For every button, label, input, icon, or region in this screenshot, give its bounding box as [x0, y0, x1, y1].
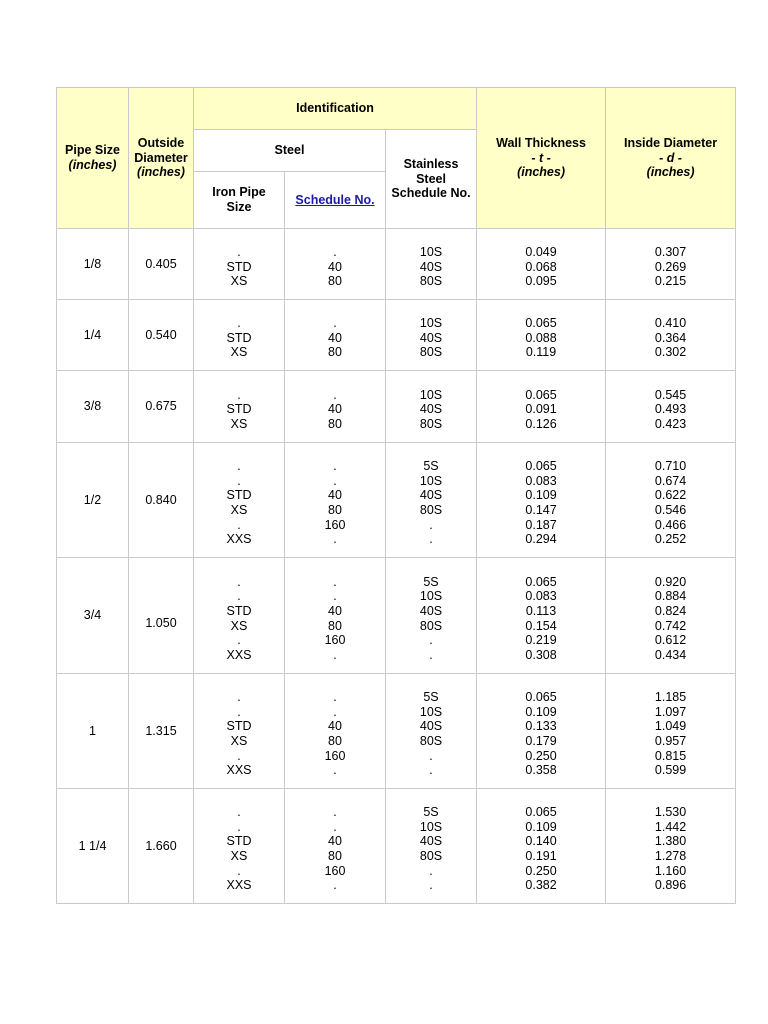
cell-value: XXS	[226, 532, 252, 547]
cell-value: 160	[324, 748, 346, 763]
cell-value: 40S	[419, 259, 443, 274]
stainless-schedule-cell	[386, 674, 477, 789]
cell-value: XS	[230, 503, 248, 517]
cell-value: 80S	[419, 849, 443, 863]
table-header	[57, 88, 736, 229]
cell-value: .	[333, 459, 337, 474]
cell-value: .	[333, 805, 337, 820]
cell-value: .	[333, 532, 337, 547]
iron-pipe-size-cell	[194, 558, 285, 674]
stainless-title-2: Steel	[416, 171, 446, 186]
cell-value: 40	[328, 719, 342, 734]
inside-diameter-cell	[606, 558, 736, 674]
cell-value: 1.160	[654, 863, 687, 878]
cell-value: 0.065	[525, 316, 557, 331]
cell-value: 0.091	[525, 402, 557, 417]
cell-value: .	[237, 704, 241, 719]
cell-value: .	[429, 532, 433, 547]
cell-value: .	[237, 805, 241, 820]
cell-value: 10S	[419, 704, 443, 719]
inside-diameter-cell	[606, 371, 736, 443]
cell-value: 40S	[419, 603, 443, 618]
cell-value: .	[333, 878, 337, 893]
cell-value: 0.065	[525, 459, 557, 474]
cell-value: 5S	[423, 459, 439, 474]
inside-diameter-cell	[606, 229, 736, 300]
iron-pipe-size-header	[194, 172, 285, 229]
wall-thickness-unit: (inches)	[517, 165, 565, 180]
cell-value: 0.308	[525, 647, 557, 662]
cell-value: 0.358	[525, 763, 557, 778]
cell-value: 0.410	[654, 316, 687, 331]
cell-value: .	[429, 647, 433, 662]
iron-pipe-size-cell	[194, 300, 285, 371]
cell-value: 5S	[423, 690, 439, 705]
cell-value: 0.219	[525, 633, 557, 648]
cell-value: 0.302	[654, 345, 687, 360]
cell-value: .	[333, 574, 337, 589]
iron-pipe-size-title-1: Iron Pipe	[212, 185, 266, 200]
cell-value: .	[429, 633, 433, 648]
cell-value: 0.095	[525, 274, 557, 289]
pipe-size-unit: (inches)	[68, 158, 117, 172]
cell-value: 0.674	[654, 473, 687, 488]
wall-thickness-cell	[477, 558, 606, 674]
outside-diameter-cell: 1.050	[129, 558, 194, 674]
stainless-header	[386, 130, 477, 229]
cell-value: STD	[226, 603, 252, 618]
cell-value: 0.215	[654, 274, 687, 289]
cell-value: 80S	[419, 416, 443, 431]
identification-title: Identification	[296, 101, 374, 116]
outside-diameter-cell: 0.405	[129, 229, 194, 300]
cell-value: 0.191	[525, 849, 557, 863]
cell-value: 0.113	[525, 603, 557, 618]
cell-value: 0.546	[654, 503, 687, 517]
wall-thickness-cell	[477, 300, 606, 371]
cell-value: 0.088	[525, 330, 557, 345]
table-body	[57, 229, 736, 904]
cell-value: 0.382	[525, 878, 557, 893]
iron-pipe-size-cell	[194, 229, 285, 300]
wall-thickness-symbol: - t -	[531, 150, 551, 165]
schedule-no-cell	[285, 229, 386, 300]
cell-value: STD	[226, 488, 252, 503]
cell-value: 10S	[419, 589, 443, 604]
cell-value: .	[237, 574, 241, 589]
iron-pipe-size-cell	[194, 789, 285, 904]
cell-value: .	[237, 316, 241, 331]
cell-value: 0.140	[525, 834, 557, 849]
cell-value: 0.133	[525, 719, 557, 734]
cell-value: STD	[226, 259, 252, 274]
cell-value: 0.545	[654, 387, 687, 402]
cell-value: .	[333, 763, 337, 778]
pipe-dimensions-table	[56, 87, 736, 904]
cell-value: 40S	[419, 488, 443, 503]
cell-value: 5S	[423, 805, 439, 820]
cell-value: 0.250	[525, 863, 557, 878]
outside-diameter-title-1: Outside	[137, 136, 185, 151]
cell-value: 0.065	[525, 387, 557, 402]
cell-value: 80S	[419, 503, 443, 517]
cell-value: XS	[230, 274, 248, 289]
table-row	[57, 371, 736, 443]
cell-value: 0.049	[525, 245, 557, 260]
cell-value: 0.147	[525, 503, 557, 517]
stainless-schedule-cell	[386, 229, 477, 300]
cell-value: .	[333, 704, 337, 719]
pipe-size-cell: 3/4	[57, 558, 129, 674]
cell-value: .	[333, 647, 337, 662]
cell-value: 0.068	[525, 259, 557, 274]
stainless-schedule-cell	[386, 300, 477, 371]
cell-value: 40	[328, 488, 342, 503]
cell-value: 10S	[419, 387, 443, 402]
cell-value: STD	[226, 402, 252, 417]
cell-value: 0.065	[525, 805, 557, 820]
cell-value: 0.179	[525, 734, 557, 748]
table-row	[57, 229, 736, 300]
cell-value: 0.710	[654, 459, 687, 474]
cell-value: 1.530	[654, 805, 687, 820]
cell-value: .	[237, 819, 241, 834]
pipe-size-cell: 1/4	[57, 300, 129, 371]
cell-value: 40	[328, 259, 342, 274]
iron-pipe-size-cell	[194, 443, 285, 558]
cell-value: 1.442	[654, 819, 687, 834]
cell-value: 1.049	[654, 719, 687, 734]
cell-value: 0.466	[654, 517, 687, 532]
schedule-no-cell	[285, 443, 386, 558]
cell-value: 0.599	[654, 763, 687, 778]
cell-value: XS	[230, 416, 248, 431]
cell-value: XS	[230, 849, 248, 863]
cell-value: 80	[328, 274, 342, 289]
cell-value: .	[429, 517, 433, 532]
table-row	[57, 558, 736, 674]
cell-value: .	[237, 633, 241, 648]
pipe-size-header	[57, 88, 129, 229]
cell-value: 0.126	[525, 416, 557, 431]
cell-value: .	[237, 473, 241, 488]
cell-value: 0.187	[525, 517, 557, 532]
inside-diameter-cell	[606, 443, 736, 558]
outside-diameter-cell: 0.840	[129, 443, 194, 558]
outside-diameter-cell: 1.660	[129, 789, 194, 904]
cell-value: XXS	[226, 763, 252, 778]
inside-diameter-symbol: - d -	[659, 150, 682, 165]
cell-value: 80S	[419, 345, 443, 360]
cell-value: 0.065	[525, 690, 557, 705]
stainless-schedule-cell	[386, 443, 477, 558]
cell-value: 0.252	[654, 532, 687, 547]
cell-value: 0.364	[654, 330, 687, 345]
inside-diameter-cell	[606, 789, 736, 904]
cell-value: 80	[328, 503, 342, 517]
cell-value: 80S	[419, 618, 443, 633]
steel-header	[194, 130, 386, 172]
pipe-size-cell: 1 1/4	[57, 789, 129, 904]
cell-value: .	[237, 863, 241, 878]
cell-value: .	[333, 473, 337, 488]
stainless-title-3: Schedule No.	[391, 186, 471, 201]
wall-thickness-cell	[477, 371, 606, 443]
pipe-size-cell: 1/2	[57, 443, 129, 558]
outside-diameter-cell: 1.315	[129, 674, 194, 789]
cell-value: STD	[226, 719, 252, 734]
cell-value: 40	[328, 330, 342, 345]
cell-value: 80	[328, 849, 342, 863]
cell-value: 0.423	[654, 416, 687, 431]
cell-value: .	[333, 819, 337, 834]
cell-value: .	[237, 387, 241, 402]
pipe-size-cell: 1/8	[57, 229, 129, 300]
schedule-no-cell	[285, 300, 386, 371]
cell-value: .	[429, 763, 433, 778]
cell-value: .	[237, 245, 241, 260]
wall-thickness-cell	[477, 229, 606, 300]
cell-value: XXS	[226, 647, 252, 662]
cell-value: STD	[226, 834, 252, 849]
table-row	[57, 674, 736, 789]
cell-value: 5S	[423, 574, 439, 589]
cell-value: 0.083	[525, 589, 557, 604]
cell-value: 0.065	[525, 574, 557, 589]
cell-value: 0.109	[525, 488, 557, 503]
cell-value: 0.269	[654, 259, 687, 274]
cell-value: 40	[328, 603, 342, 618]
header-row-1	[57, 88, 736, 130]
cell-value: 0.612	[654, 633, 687, 648]
outside-diameter-title-2: Diameter	[134, 150, 188, 165]
iron-pipe-size-cell	[194, 371, 285, 443]
schedule-no-cell	[285, 371, 386, 443]
cell-value: .	[333, 690, 337, 705]
cell-value: 40S	[419, 719, 443, 734]
cell-value: 80	[328, 618, 342, 633]
identification-header	[194, 88, 477, 130]
stainless-schedule-cell	[386, 789, 477, 904]
cell-value: 0.742	[654, 618, 687, 633]
cell-value: XS	[230, 618, 248, 633]
schedule-no-cell	[285, 789, 386, 904]
inside-diameter-title: Inside Diameter	[623, 136, 718, 151]
cell-value: 40	[328, 402, 342, 417]
pipe-size-cell: 1	[57, 674, 129, 789]
inside-diameter-header	[606, 88, 736, 229]
cell-value: 80	[328, 734, 342, 748]
schedule-no-cell	[285, 674, 386, 789]
cell-value: 160	[324, 517, 346, 532]
outside-diameter-header	[129, 88, 194, 229]
cell-value: STD	[226, 330, 252, 345]
cell-value: 0.622	[654, 488, 687, 503]
wall-thickness-cell	[477, 674, 606, 789]
cell-value: XS	[230, 734, 248, 748]
pipe-size-cell: 3/8	[57, 371, 129, 443]
cell-value: 1.380	[654, 834, 687, 849]
cell-value: 40S	[419, 402, 443, 417]
cell-value: 0.250	[525, 748, 557, 763]
cell-value: 0.109	[525, 819, 557, 834]
cell-value: .	[429, 863, 433, 878]
inside-diameter-cell	[606, 674, 736, 789]
outside-diameter-cell: 0.675	[129, 371, 194, 443]
cell-value: .	[237, 459, 241, 474]
cell-value: 0.434	[654, 647, 687, 662]
cell-value: 160	[324, 863, 346, 878]
cell-value: .	[333, 316, 337, 331]
cell-value: 0.307	[654, 245, 687, 260]
inside-diameter-cell	[606, 300, 736, 371]
cell-value: .	[333, 245, 337, 260]
cell-value: 10S	[419, 819, 443, 834]
steel-title: Steel	[274, 143, 305, 158]
cell-value: XS	[230, 345, 248, 360]
cell-value: 0.294	[525, 532, 557, 547]
wall-thickness-header	[477, 88, 606, 229]
cell-value: 0.957	[654, 734, 687, 748]
cell-value: 0.119	[525, 345, 557, 360]
cell-value: XXS	[226, 878, 252, 893]
stainless-schedule-cell	[386, 558, 477, 674]
cell-value: 0.920	[654, 574, 687, 589]
outside-diameter-unit: (inches)	[137, 165, 185, 180]
table-row	[57, 300, 736, 371]
cell-value: .	[333, 589, 337, 604]
wall-thickness-cell	[477, 789, 606, 904]
cell-value: 80	[328, 345, 342, 360]
cell-value: 80S	[419, 274, 443, 289]
cell-value: 0.083	[525, 473, 557, 488]
pipe-size-title: Pipe Size	[65, 143, 120, 158]
stainless-schedule-cell	[386, 371, 477, 443]
cell-value: 10S	[419, 473, 443, 488]
cell-value: 40	[328, 834, 342, 849]
cell-value: 160	[324, 633, 346, 648]
cell-value: 1.185	[654, 690, 687, 705]
schedule-no-cell	[285, 558, 386, 674]
iron-pipe-size-title-2: Size	[226, 200, 252, 214]
cell-value: 0.154	[525, 618, 557, 633]
cell-value: 10S	[419, 316, 443, 331]
cell-value: 1.097	[654, 704, 687, 719]
cell-value: .	[429, 878, 433, 893]
cell-value: 0.884	[654, 589, 687, 604]
table-row	[57, 443, 736, 558]
cell-value: .	[237, 517, 241, 532]
wall-thickness-title: Wall Thickness	[496, 136, 586, 151]
cell-value: 0.896	[654, 878, 687, 893]
cell-value: 80	[328, 416, 342, 431]
cell-value: .	[333, 387, 337, 402]
inside-diameter-unit: (inches)	[646, 165, 695, 180]
cell-value: 40S	[419, 834, 443, 849]
cell-value: 1.278	[654, 849, 687, 863]
cell-value: 0.493	[654, 402, 687, 417]
cell-value: 10S	[419, 245, 443, 260]
schedule-no-link[interactable]: Schedule No.	[295, 192, 375, 207]
cell-value: .	[237, 748, 241, 763]
cell-value: .	[429, 748, 433, 763]
cell-value: 80S	[419, 734, 443, 748]
table-row	[57, 789, 736, 904]
cell-value: 0.815	[654, 748, 687, 763]
schedule-no-header	[285, 172, 386, 229]
stainless-title-1: Stainless	[403, 157, 459, 172]
cell-value: .	[237, 690, 241, 705]
cell-value: 0.824	[654, 603, 687, 618]
iron-pipe-size-cell	[194, 674, 285, 789]
cell-value: 0.109	[525, 704, 557, 719]
wall-thickness-cell	[477, 443, 606, 558]
outside-diameter-cell: 0.540	[129, 300, 194, 371]
cell-value: 40S	[419, 330, 443, 345]
cell-value: .	[237, 589, 241, 604]
